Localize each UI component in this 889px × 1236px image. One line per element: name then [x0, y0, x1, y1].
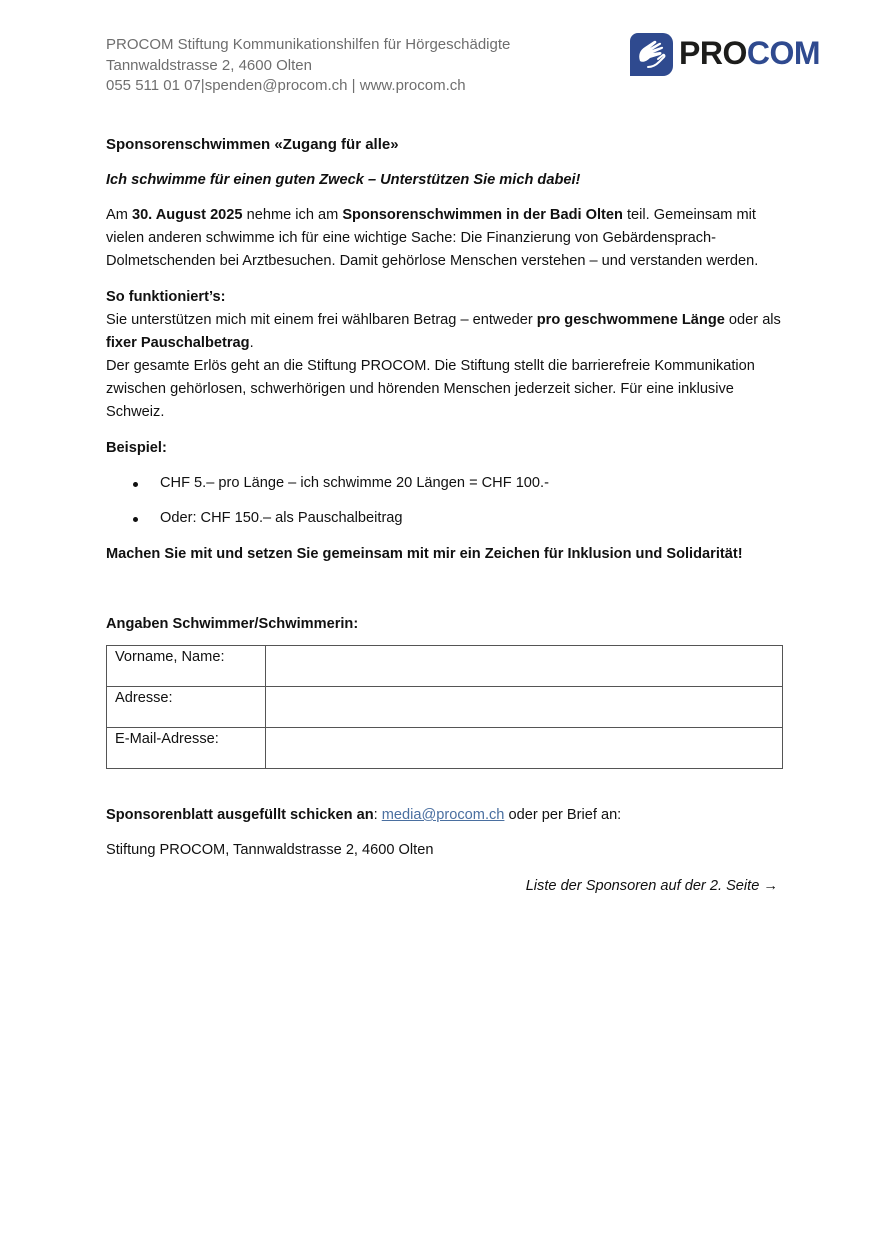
postal-address: Stiftung PROCOM, Tannwaldstrasse 2, 4600 Olten	[106, 842, 434, 858]
table-row	[107, 646, 783, 687]
email-label: E-Mail-Adresse:	[107, 728, 266, 769]
proceeds-paragraph: Der gesamte Erlös geht an die Stiftung PROCOM. Die Stiftung stellt die barrierefreie Kommunikation zwischen gehörlosen, schwerhörigen und hörenden Menschen jederzeit sicher. Für eine inklusive Schweiz.	[106, 358, 755, 420]
letterhead-contact: 055 511 01 07|spenden@procom.ch | www.procom.ch	[106, 77, 466, 94]
name-label: Vorname, Name:	[107, 646, 266, 687]
letterhead	[106, 35, 510, 97]
signing-hands-icon	[628, 31, 673, 76]
how-text-a: Sie unterstützen mich mit einem frei wählbaren Betrag – entweder	[106, 312, 537, 328]
send-label: Sponsorenblatt ausgefüllt schicken an	[106, 807, 374, 823]
callout: Machen Sie mit und setzen Sie gemeinsam mit mir ein Zeichen für Inklusion und Solidarität!	[106, 546, 743, 562]
bullet-icon	[133, 517, 138, 522]
subtitle: Ich schwimme für einen guten Zweck – Unterstützen Sie mich dabei!	[106, 172, 581, 188]
send-rest: oder per Brief an:	[504, 807, 622, 823]
how-paragraph	[106, 309, 786, 355]
email-link[interactable]: media@procom.ch	[381, 807, 505, 823]
table-row	[107, 687, 783, 728]
per-lap-option: pro geschwommene Länge	[536, 312, 725, 328]
swimmer-heading: Angaben Schwimmer/Schwimmerin:	[106, 616, 359, 632]
event-date: 30. August 2025	[131, 207, 243, 223]
event-name: Sponsorenschwimmen in der Badi Olten	[342, 207, 623, 223]
logo-wordmark	[679, 35, 820, 72]
how-text-b: oder als	[724, 312, 781, 328]
letter-body	[106, 133, 786, 898]
how-heading: So funktioniert’s:	[106, 289, 226, 305]
example-list	[106, 472, 786, 530]
list-item	[106, 507, 786, 530]
list-item	[106, 472, 786, 495]
next-page-text: Liste der Sponsoren auf der 2. Seite	[525, 878, 760, 894]
letterhead-address: Tannwaldstrasse 2, 4600 Olten	[106, 56, 312, 74]
letterhead-org: PROCOM Stiftung Kommunikationshilfen für Hörgeschädigte	[106, 36, 511, 53]
example-heading: Beispiel:	[106, 440, 167, 456]
intro-paragraph	[106, 204, 786, 273]
logo-com: COM	[746, 34, 820, 71]
intro-text-c: teil. Gemeinsam mit vielen anderen schwimme ich für eine wichtige Sache: Die Finanzierung von Gebärdensprach-Dolmetschenden bei Arztbesuchen. Damit gehörlose Menschen verstehen – und verstanden werden.	[106, 207, 759, 269]
swimmer-form	[106, 645, 783, 769]
procom-logo	[628, 30, 824, 76]
address-field[interactable]	[266, 687, 783, 728]
name-field[interactable]	[266, 646, 783, 687]
intro-text-a: Am	[106, 207, 132, 223]
arrow-right-icon: →	[763, 878, 778, 894]
table-row	[107, 728, 783, 769]
email-field[interactable]	[266, 728, 783, 769]
how-text-c: .	[249, 335, 254, 351]
example-item-text: CHF 5.– pro Länge – ich schwimme 20 Längen = CHF 100.-	[160, 475, 549, 491]
intro-text-b: nehme ich am	[242, 207, 343, 223]
fixed-option: fixer Pauschalbetrag	[106, 335, 250, 351]
page-title: Sponsorenschwimmen «Zugang für alle»	[106, 136, 399, 153]
address-label: Adresse:	[107, 687, 266, 728]
next-page-note	[106, 875, 786, 898]
bullet-icon	[133, 482, 138, 487]
logo-pro: PRO	[679, 34, 747, 71]
send-instructions	[106, 804, 786, 827]
send-colon: :	[373, 807, 382, 823]
example-item-text: Oder: CHF 150.– als Pauschalbeitrag	[160, 510, 403, 526]
